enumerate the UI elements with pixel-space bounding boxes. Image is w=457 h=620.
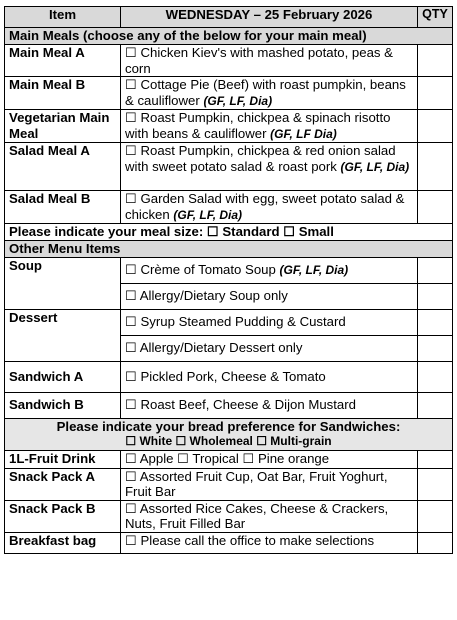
dessert-option-1[interactable]: ☐ Syrup Steamed Pudding & Custard (121, 309, 418, 335)
vegetarian-meal-qty[interactable] (418, 110, 453, 143)
salad-meal-b-option[interactable] (121, 191, 418, 224)
main-meal-a-text: ☐ Chicken Kiev's with mashed potato, peas & corn (125, 45, 393, 76)
soup-option-1-tags: (GF, LF, Dia) (279, 262, 349, 277)
sandwich-b-label: Sandwich B (5, 392, 121, 418)
header-day: WEDNESDAY – 25 February 2026 (121, 7, 418, 28)
other-section-title: Other Menu Items (5, 241, 453, 258)
menu-table (4, 6, 453, 554)
main-meal-a-option[interactable] (121, 45, 418, 77)
breakfast-bag-option[interactable]: ☐ Please call the office to make selections (121, 532, 418, 553)
vegetarian-meal-row[interactable] (5, 110, 453, 143)
dessert-option-2-qty[interactable] (418, 335, 453, 361)
main-meal-b-text: ☐ Cottage Pie (Beef) with roast pumpkin, beans & cauliflower (125, 77, 406, 108)
snack-pack-a-label: Snack Pack A (5, 468, 121, 500)
vegetarian-meal-option[interactable] (121, 110, 418, 143)
dessert-option-1-qty[interactable] (418, 309, 453, 335)
salad-meal-b-label: Salad Meal B (5, 191, 121, 224)
sandwich-b-qty[interactable] (418, 392, 453, 418)
salad-meal-a-text: ☐ Roast Pumpkin, chickpea & red onion salad with sweet potato salad & roast pork (125, 143, 396, 174)
sandwich-b-option[interactable]: ☐ Roast Beef, Cheese & Dijon Mustard (121, 392, 418, 418)
header-row (5, 7, 453, 28)
soup-option-1[interactable] (121, 257, 418, 283)
vegetarian-meal-text: ☐ Roast Pumpkin, chickpea & spinach risotto with beans & cauliflower (125, 110, 391, 141)
snack-pack-b-label: Snack Pack B (5, 500, 121, 532)
main-section-title: Main Meals (choose any of the below for your main meal) (5, 28, 453, 45)
main-meal-b-row[interactable] (5, 77, 453, 110)
sandwich-a-label: Sandwich A (5, 361, 121, 392)
main-meal-a-label: Main Meal A (5, 45, 121, 77)
bread-preference[interactable] (5, 418, 453, 450)
breakfast-bag-label: Breakfast bag (5, 532, 121, 553)
salad-meal-a-option[interactable] (121, 143, 418, 191)
salad-meal-b-text: ☐ Garden Salad with egg, sweet potato salad & chicken (125, 191, 405, 222)
fruit-drink-options[interactable]: ☐ Apple ☐ Tropical ☐ Pine orange (121, 450, 418, 468)
sandwich-b-row[interactable] (5, 392, 453, 418)
meal-size-prompt[interactable]: Please indicate your meal size: ☐ Standard ☐ Small (5, 224, 453, 241)
header-item: Item (5, 7, 121, 28)
main-meal-b-tags: (GF, LF, Dia) (203, 93, 273, 108)
snack-pack-a-qty[interactable] (418, 468, 453, 500)
salad-meal-a-tags: (GF, LF, Dia) (340, 159, 410, 174)
main-section-row (5, 28, 453, 45)
main-meal-b-label: Main Meal B (5, 77, 121, 110)
header-qty: QTY (418, 7, 453, 28)
breakfast-bag-row[interactable] (5, 532, 453, 553)
meal-size-row[interactable] (5, 224, 453, 241)
soup-label: Soup (5, 257, 121, 309)
fruit-drink-qty[interactable] (418, 450, 453, 468)
main-meal-a-row[interactable] (5, 45, 453, 77)
vegetarian-meal-label: Vegetarian Main Meal (5, 110, 121, 143)
main-meal-b-option[interactable] (121, 77, 418, 110)
salad-meal-b-qty[interactable] (418, 191, 453, 224)
snack-pack-b-qty[interactable] (418, 500, 453, 532)
soup-option-1-text: ☐ Crème of Tomato Soup (125, 261, 280, 277)
vegetarian-meal-tags: (GF, LF Dia) (270, 126, 337, 141)
snack-pack-b-row[interactable] (5, 500, 453, 532)
fruit-drink-label: 1L-Fruit Drink (5, 450, 121, 468)
soup-row-1[interactable] (5, 257, 453, 283)
main-meal-a-qty[interactable] (418, 45, 453, 77)
snack-pack-a-row[interactable] (5, 468, 453, 500)
bread-row[interactable] (5, 418, 453, 450)
sandwich-a-option[interactable]: ☐ Pickled Pork, Cheese & Tomato (121, 361, 418, 392)
salad-meal-a-qty[interactable] (418, 143, 453, 191)
soup-option-2[interactable]: ☐ Allergy/Dietary Soup only (121, 283, 418, 309)
salad-meal-a-row[interactable] (5, 143, 453, 191)
bread-options[interactable]: ☐ White ☐ Wholemeal ☐ Multi-grain (125, 434, 332, 448)
bread-prompt: Please indicate your bread preference for Sandwiches: (56, 418, 401, 434)
snack-pack-a-option[interactable]: ☐ Assorted Fruit Cup, Oat Bar, Fruit Yoghurt, Fruit Bar (121, 468, 418, 500)
fruit-drink-row[interactable] (5, 450, 453, 468)
soup-option-1-qty[interactable] (418, 257, 453, 283)
breakfast-bag-qty[interactable] (418, 532, 453, 553)
main-meal-b-qty[interactable] (418, 77, 453, 110)
soup-option-2-qty[interactable] (418, 283, 453, 309)
snack-pack-b-option[interactable]: ☐ Assorted Rice Cakes, Cheese & Crackers, Nuts, Fruit Filled Bar (121, 500, 418, 532)
dessert-label: Dessert (5, 309, 121, 361)
salad-meal-a-label: Salad Meal A (5, 143, 121, 191)
salad-meal-b-tags: (GF, LF, Dia) (173, 207, 243, 222)
sandwich-a-qty[interactable] (418, 361, 453, 392)
salad-meal-b-row[interactable] (5, 191, 453, 224)
dessert-option-2[interactable]: ☐ Allergy/Dietary Dessert only (121, 335, 418, 361)
dessert-row-1[interactable] (5, 309, 453, 335)
sandwich-a-row[interactable] (5, 361, 453, 392)
other-section-row (5, 241, 453, 258)
